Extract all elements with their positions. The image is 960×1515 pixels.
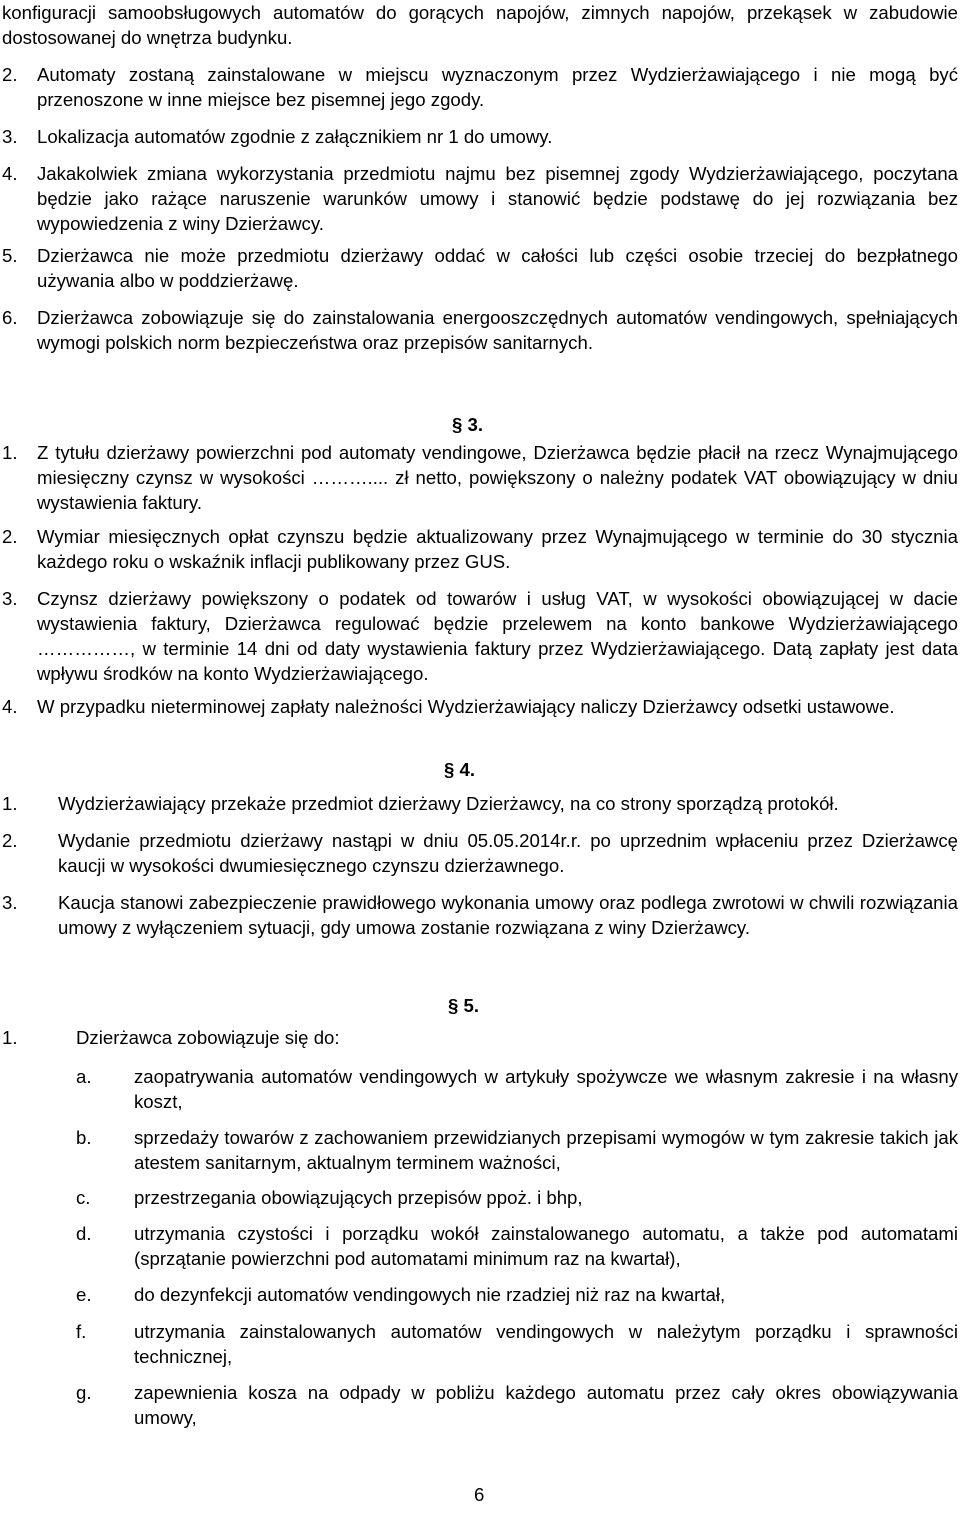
- list-letter: c.: [76, 1187, 91, 1208]
- top-item-5-text: Dzierżawca nie może przedmiotu dzierżawy oddać w całości lub części osobie trzeciej do bezpłatnego używania albo w poddzierżawę.: [37, 245, 958, 291]
- item-number: 1.: [2, 442, 18, 463]
- continuation-paragraph: konfiguracji samoobsługowych automatów do gorących napojów, zimnych napojów, przekąsek w zabudowie dostosowanej do wnętrza budynku.: [2, 2, 958, 48]
- s3-item-1-text: Z tytułu dzierżawy powierzchni pod automaty vendingowe, Dzierżawca będzie płacił na rzecz Wynajmującego miesięczny czynsz w wysokości ……….... zł netto, powiększony o należny podatek VAT obowiązujący w dniu wystawienia faktury.: [37, 442, 958, 513]
- s5-item-f-text: utrzymania zainstalowanych automatów vendingowych w należytym porządku i sprawności technicznej,: [134, 1321, 958, 1367]
- list-letter: d.: [76, 1223, 92, 1244]
- s3-item-2-text: Wymiar miesięcznych opłat czynszu będzie aktualizowany przez Wynajmującego w terminie do 30 stycznia każdego roku o wskaźnik inflacji publikowany przez GUS.: [37, 526, 958, 572]
- item-number: 2.: [2, 830, 18, 851]
- s4-item-1-text: Wydzierżawiający przekaże przedmiot dzierżawy Dzierżawcy, na co strony sporządzą protokół.: [58, 793, 839, 814]
- s5-item-a-text: zaopatrywania automatów vendingowych w artykuły spożywcze we własnym zakresie i na własny koszt,: [134, 1066, 958, 1112]
- top-item-6-text: Dzierżawca zobowiązuje się do zainstalowania energooszczędnych automatów vendingowych, spełniających wymogi polskich norm bezpieczeństwa oraz przepisów sanitarnych.: [37, 307, 958, 353]
- item-number: 3.: [2, 588, 18, 609]
- s3-item-4-text: W przypadku nieterminowej zapłaty należności Wydzierżawiający naliczy Dzierżawcy odsetki ustawowe.: [37, 696, 895, 717]
- section-heading-4: § 4.: [444, 759, 476, 780]
- list-letter: e.: [76, 1284, 92, 1305]
- item-number: 3.: [2, 892, 18, 913]
- item-number: 2.: [2, 526, 18, 547]
- s4-item-3-text: Kaucja stanowi zabezpieczenie prawidłowego wykonania umowy oraz podlega zwrotowi w chwili rozwiązania umowy z wyłączeniem sytuacji, gdy umowa zostanie rozwiązana z winy Dzierżawcy.: [58, 892, 958, 938]
- list-letter: a.: [76, 1066, 92, 1087]
- section-heading-5: § 5.: [448, 995, 480, 1016]
- item-number: 1.: [2, 1027, 18, 1048]
- top-item-4-text: Jakakolwiek zmiana wykorzystania przedmiotu najmu bez pisemnej zgody Wydzierżawiającego, poczytana będzie jako rażące naruszenie warunków umowy i stanowić będzie podstawę do jej rozwiązania bez wypowiedzenia z winy Dzierżawcy.: [37, 163, 958, 234]
- list-letter: b.: [76, 1127, 92, 1148]
- item-number: 2.: [2, 64, 18, 85]
- item-number: 4.: [2, 696, 18, 717]
- s5-item-b-text: sprzedaży towarów z zachowaniem przewidzianych przepisami wymogów w tym zakresie takich jak atestem sanitarnym, aktualnym terminem ważności,: [134, 1127, 958, 1173]
- page-number: 6: [474, 1484, 485, 1505]
- list-letter: f.: [76, 1321, 87, 1342]
- top-item-3-text: Lokalizacja automatów zgodnie z załącznikiem nr 1 do umowy.: [37, 126, 553, 147]
- item-number: 5.: [2, 245, 18, 266]
- item-number: 1.: [2, 793, 18, 814]
- s5-intro-text: Dzierżawca zobowiązuje się do:: [76, 1027, 340, 1048]
- list-letter: g.: [76, 1382, 92, 1403]
- s5-item-e-text: do dezynfekcji automatów vendingowych nie rzadziej niż raz na kwartał,: [134, 1284, 726, 1305]
- item-number: 3.: [2, 126, 18, 147]
- item-number: 6.: [2, 307, 18, 328]
- top-item-2-text: Automaty zostaną zainstalowane w miejscu wyznaczonym przez Wydzierżawiającego i nie mogą być przenoszone w inne miejsce bez pisemnej jego zgody.: [37, 64, 958, 110]
- s5-item-d-text: utrzymania czystości i porządku wokół zainstalowanego automatu, a także pod automatami (sprzątanie powierzchni pod automatami minimum raz na kwartał),: [134, 1223, 958, 1269]
- s4-item-2-text: Wydanie przedmiotu dzierżawy nastąpi w dniu 05.05.2014r.r. po uprzednim wpłaceniu przez Dzierżawcę kaucji w wysokości dwumiesięcznego czynszu dzierżawnego.: [58, 830, 958, 876]
- section-heading-3: § 3.: [452, 414, 484, 435]
- s3-item-3-text: Czynsz dzierżawy powiększony o podatek od towarów i usług VAT, w wysokości obowiązującej w dacie wystawienia faktury, Dzierżawca regulować będzie przelewem na konto bankowe Wydzierżawiającego ……………, w terminie 14 dni od daty wystawienia faktury przez Wydzierżawiającego. Datą zapłaty jest data wpływu środków na konto Wydzierżawiającego.: [37, 588, 958, 684]
- s5-item-g-text: zapewnienia kosza na odpady w pobliżu każdego automatu przez cały okres obowiązywania umowy,: [134, 1382, 958, 1428]
- item-number: 4.: [2, 163, 18, 184]
- s5-item-c-text: przestrzegania obowiązujących przepisów ppoż. i bhp,: [134, 1187, 583, 1208]
